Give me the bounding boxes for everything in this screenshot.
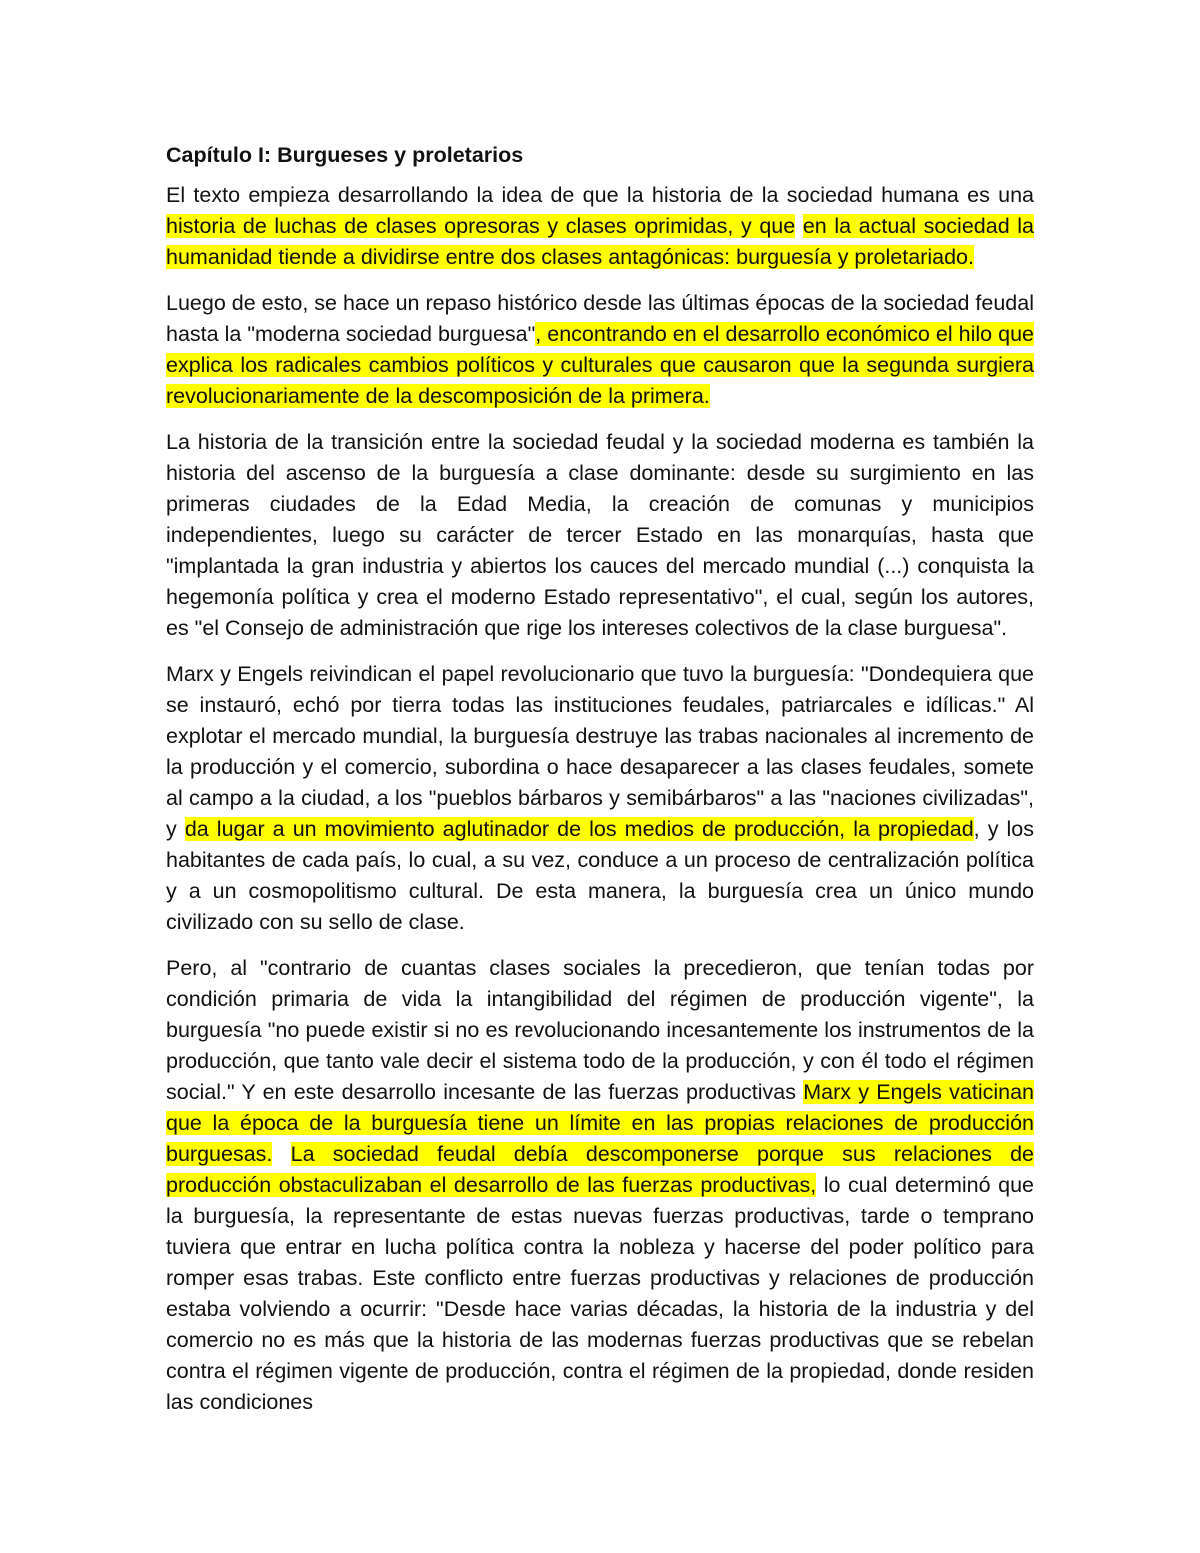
text-run: lo cual determinó que la burguesía, la representante de estas nuevas fuerzas productivas, tarde o temprano tuviera que entrar en lucha política contra la nobleza y hacerse del poder político para romper esas trabas. Este conflicto entre fuerzas productivas y relaciones de producción estaba volviendo a ocurrir: "Desde hace varias décadas, la historia de la industria y del comercio no es más que la historia de las modernas fuerzas productivas que se rebelan contra el régimen vigente de producción, contra el régimen de la propiedad, donde residen las condiciones — [166, 1173, 1034, 1414]
document-body — [166, 140, 1034, 1433]
text-run — [272, 1142, 290, 1166]
highlighted-text: en la actual sociedad la humanidad tiende a dividirse entre dos clases antagónicas: burguesía y proletariado. — [166, 214, 1034, 269]
paragraph — [166, 659, 1034, 938]
highlighted-text: , encontrando en el desarrollo económico el hilo que explica los radicales cambios políticos y culturales que causaron que la segunda surgiera revolucionariamente de la descomposición de la primera. — [166, 322, 1035, 408]
text-run: La historia de la transición entre la sociedad feudal y la sociedad moderna es también la historia del ascenso de la burguesía a clase dominante: desde su surgimiento en las primeras ciudades de la Edad Media, la creación de comunas y municipios independientes, luego su carácter de tercer Estado en las monarquías, hasta que "implantada la gran industria y abiertos los cauces del mercado mundial (...) conquista la hegemonía política y crea el moderno Estado representativo", el cual, según los autores, es "el Consejo de administración que rige los intereses colectivos de la clase burguesa". — [166, 430, 1034, 640]
highlighted-text: La sociedad feudal debía descomponerse porque sus relaciones de producción obstaculizaban el desarrollo de las fuerzas productivas, — [166, 1142, 1034, 1197]
chapter-title: Capítulo I: Burgueses y proletarios — [166, 143, 524, 167]
paragraph — [166, 180, 1034, 273]
highlighted-text: Marx y Engels vaticinan que la época de la burguesía tiene un límite en las propias relaciones de producción burguesas. — [166, 1080, 1035, 1166]
paragraph-container — [166, 180, 1034, 1418]
paragraph — [166, 953, 1034, 1418]
text-run: Pero, al "contrario de cuantas clases sociales la precedieron, que tenían todas por condición primaria de vida la intangibilidad del régimen de producción vigente", la burguesía "no puede existir si no es revolucionando incesantemente los instrumentos de la producción, que tanto vale decir el sistema todo de la producción, y con él todo el régimen social." Y en este desarrollo incesante de las fuerzas productivas — [166, 956, 1034, 1104]
paragraph — [166, 427, 1034, 644]
text-run: Marx y Engels reivindican el papel revolucionario que tuvo la burguesía: "Dondequiera que se instauró, echó por tierra todas las instituciones feudales, patriarcales e idílicas." Al explotar el mercado mundial, la burguesía destruye las trabas nacionales al incremento de la producción y el comercio, subordina o hace desaparecer a las clases feudales, somete al campo a la ciudad, a los "pueblos bárbaros y semibárbaros" a las "naciones civilizadas", y — [166, 662, 1034, 841]
highlighted-text: historia de luchas de clases opresoras y clases oprimidas, y que — [166, 214, 796, 238]
text-run — [795, 214, 803, 238]
text-run: Luego de esto, se hace un repaso histórico desde las últimas épocas de la sociedad feudal hasta la "moderna sociedad burguesa" — [166, 291, 1034, 346]
paragraph — [166, 288, 1034, 412]
text-run: El texto empieza desarrollando la idea de que la historia de la sociedad humana es una — [166, 183, 1034, 207]
highlighted-text: da lugar a un movimiento aglutinador de los medios de producción, la propiedad — [184, 817, 974, 841]
text-run: , y los habitantes de cada país, lo cual, a su vez, conduce a un proceso de centralización política y a un cosmopolitismo cultural. De esta manera, la burguesía crea un único mundo civilizado con su sello de clase. — [166, 817, 1035, 934]
